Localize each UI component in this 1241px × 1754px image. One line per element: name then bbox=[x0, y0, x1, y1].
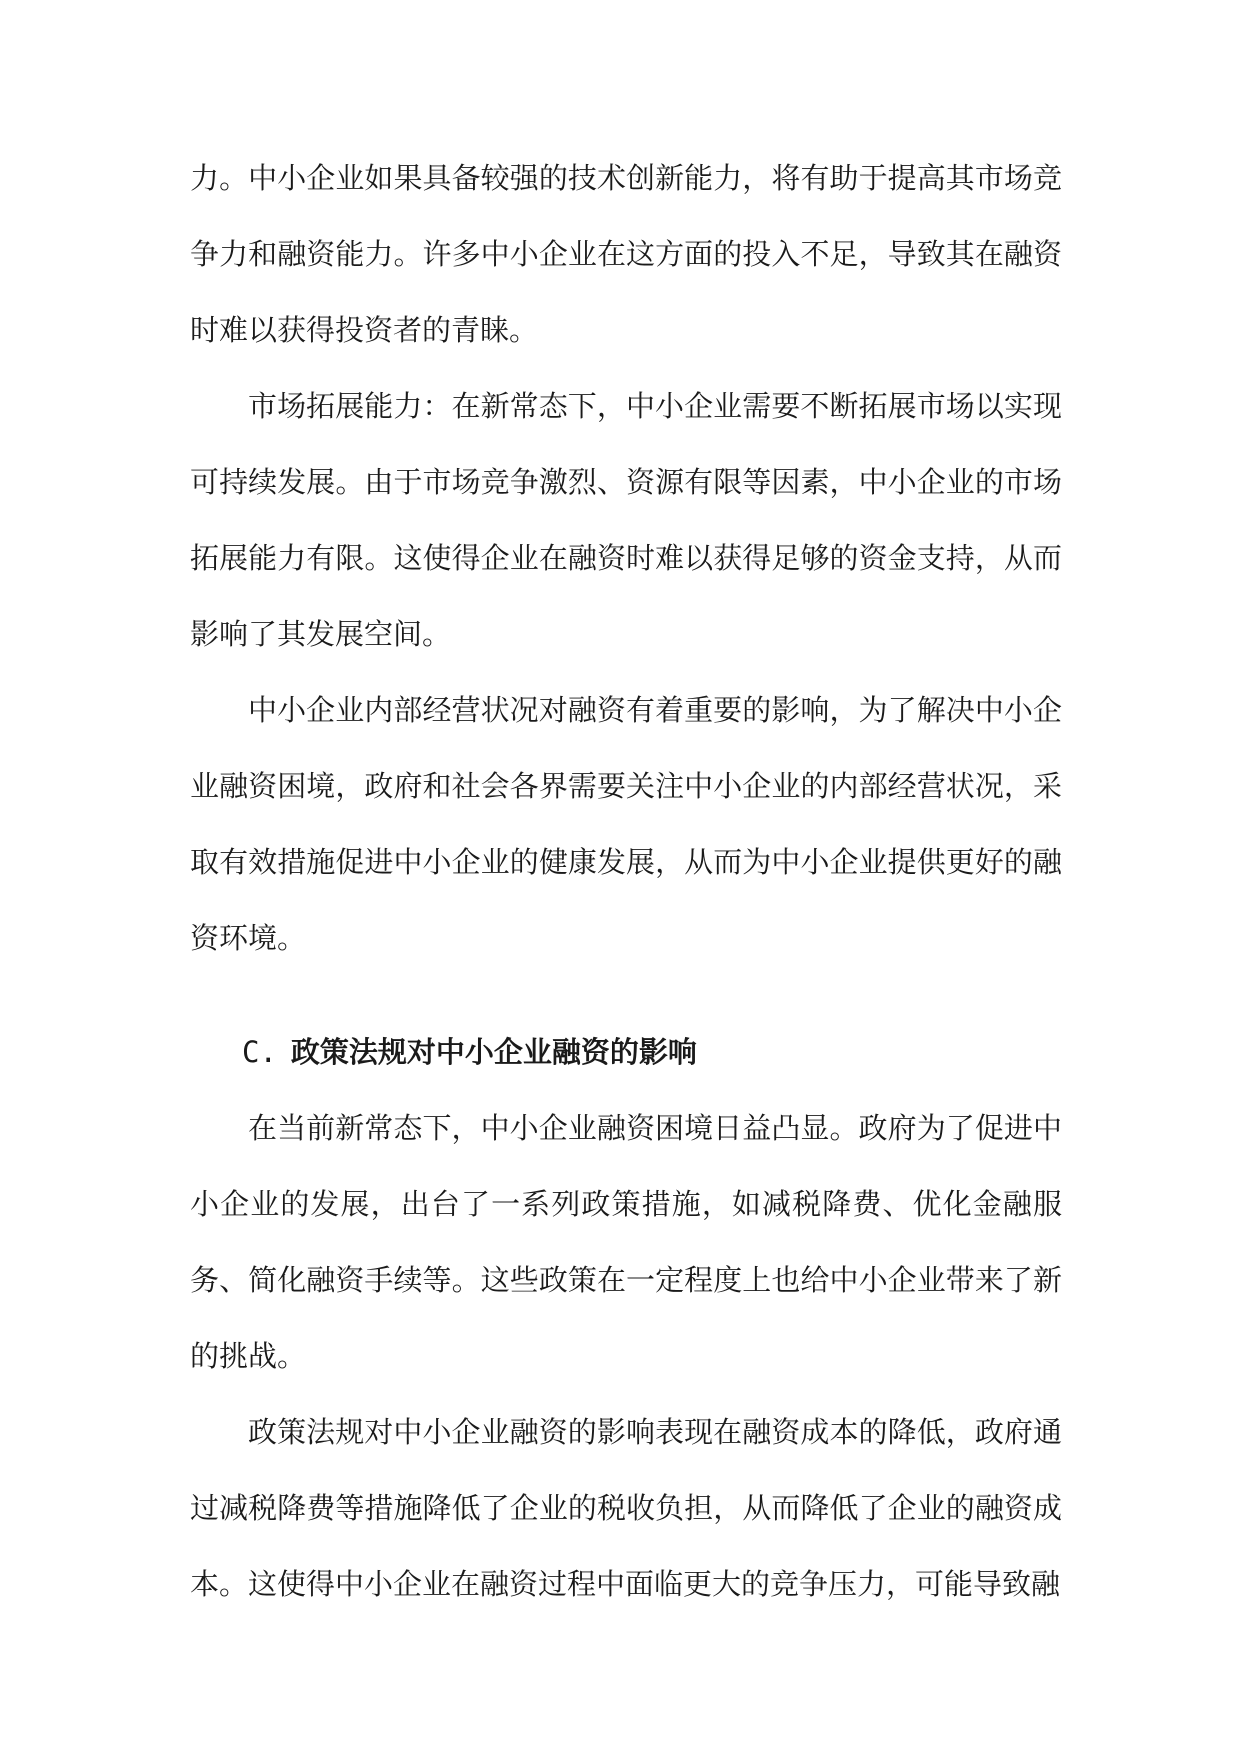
section-title: 政策法规对中小企业融资的影响 bbox=[290, 1035, 697, 1069]
paragraph-tech-innovation: 力。中小企业如果具备较强的技术创新能力，将有助于提高其市场竞争力和融资能力。许多中小企业在这方面的投入不足，导致其在融资时难以获得投资者的青睐。 bbox=[190, 161, 1062, 347]
paragraph-market-expansion: 市场拓展能力：在新常态下，中小企业需要不断拓展市场以实现可持续发展。由于市场竞争激烈、资源有限等因素，中小企业的市场拓展能力有限。这使得企业在融资时难以获得足够的资金支持，从而影响了其发展空间。 bbox=[190, 389, 1062, 651]
section-number: C. bbox=[242, 1035, 277, 1069]
paragraph-internal-operations: 中小企业内部经营状况对融资有着重要的影响，为了解决中小企业融资困境，政府和社会各界需要关注中小企业的内部经营状况，采取有效措施促进中小企业的健康发展，从而为中小企业提供更好的融资环境。 bbox=[190, 693, 1062, 955]
paragraph-policy-cost: 政策法规对中小企业融资的影响表现在融资成本的降低，政府通过减税降费等措施降低了企业的税收负担，从而降低了企业的融资成本。这使得中小企业在融资过程中面临更大的竞争压力，可能导致融 bbox=[190, 1415, 1062, 1601]
section-heading bbox=[190, 1014, 1062, 1090]
paragraph-policy-context: 在当前新常态下，中小企业融资困境日益凸显。政府为了促进中小企业的发展，出台了一系列政策措施，如减税降费、优化金融服务、简化融资手续等。这些政策在一定程度上也给中小企业带来了新的挑战。 bbox=[190, 1111, 1062, 1373]
document-page bbox=[190, 140, 1062, 1622]
